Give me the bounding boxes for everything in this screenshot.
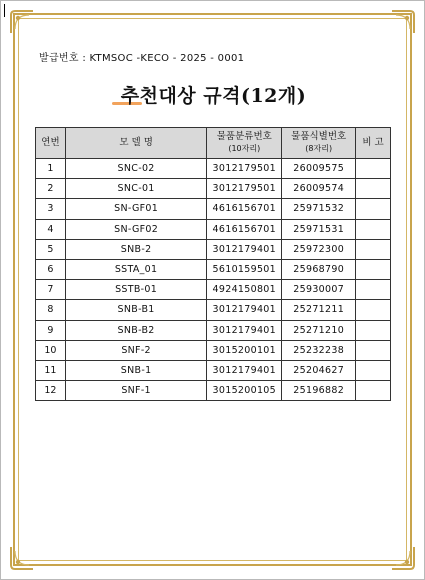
cell-identification: 25271211 [282, 300, 356, 320]
cell-model: SN-GF02 [65, 219, 206, 239]
cell-remarks [356, 179, 391, 199]
corner-ornament-icon [9, 545, 35, 571]
cell-no: 11 [36, 360, 66, 380]
cell-classification: 3015200105 [207, 381, 282, 401]
table-row [36, 320, 391, 340]
table-row [36, 239, 391, 259]
page-title: 추천대상 규격(12개) [120, 85, 307, 107]
cell-identification: 25204627 [282, 360, 356, 380]
cell-classification: 3012179401 [207, 320, 282, 340]
cell-remarks [356, 199, 391, 219]
cell-remarks [356, 219, 391, 239]
cell-no: 2 [36, 179, 66, 199]
header-classification-label: 물품분류번호 [216, 131, 272, 142]
cell-identification: 25971532 [282, 199, 356, 219]
text-cursor [4, 4, 5, 17]
cell-classification: 4616156701 [207, 199, 282, 219]
table-row [36, 300, 391, 320]
cell-model: SNB-B1 [65, 300, 206, 320]
cell-no: 3 [36, 199, 66, 219]
cell-remarks [356, 280, 391, 300]
table-row [36, 340, 391, 360]
cell-remarks [356, 381, 391, 401]
cell-remarks [356, 360, 391, 380]
cell-model: SSTB-01 [65, 280, 206, 300]
cell-no: 12 [36, 381, 66, 401]
cell-classification: 3012179401 [207, 239, 282, 259]
table-row [36, 259, 391, 279]
cell-remarks [356, 320, 391, 340]
header-identification [282, 128, 356, 159]
cell-model: SNB-1 [65, 360, 206, 380]
cell-model: SNB-B2 [65, 320, 206, 340]
cell-model: SN-GF01 [65, 199, 206, 219]
cell-identification: 25232238 [282, 340, 356, 360]
header-identification-label: 물품식별번호 [291, 131, 347, 142]
cell-identification: 25930007 [282, 280, 356, 300]
cell-no: 1 [36, 159, 66, 179]
cell-model: SNC-01 [65, 179, 206, 199]
cell-remarks [356, 239, 391, 259]
cell-identification: 25968790 [282, 259, 356, 279]
corner-ornament-icon [390, 545, 416, 571]
document-number: 발급번호 : KTMSOC -KECO - 2025 - 0001 [39, 53, 245, 64]
cell-remarks [356, 159, 391, 179]
cell-classification: 3012179501 [207, 179, 282, 199]
cell-model: SNF-1 [65, 381, 206, 401]
header-model: 모 델 명 [65, 128, 206, 159]
table-row [36, 360, 391, 380]
cell-no: 8 [36, 300, 66, 320]
cell-model: SNF-2 [65, 340, 206, 360]
cell-identification: 25196882 [282, 381, 356, 401]
cell-no: 9 [36, 320, 66, 340]
cell-classification: 4616156701 [207, 219, 282, 239]
corner-ornament-icon [390, 9, 416, 35]
cell-classification: 3012179501 [207, 159, 282, 179]
table-row [36, 219, 391, 239]
table-row [36, 159, 391, 179]
table-row [36, 179, 391, 199]
header-identification-sub: (8자리) [305, 144, 333, 153]
cell-remarks [356, 340, 391, 360]
cell-model: SSTA_01 [65, 259, 206, 279]
table-row [36, 381, 391, 401]
cell-classification: 3012179401 [207, 300, 282, 320]
cell-model: SNC-02 [65, 159, 206, 179]
cell-identification: 25271210 [282, 320, 356, 340]
cell-model: SNB-2 [65, 239, 206, 259]
cell-identification: 26009575 [282, 159, 356, 179]
cell-identification: 25971531 [282, 219, 356, 239]
cell-classification: 5610159501 [207, 259, 282, 279]
header-classification-sub: (10자리) [228, 144, 261, 153]
table-row [36, 199, 391, 219]
header-remarks: 비 고 [356, 128, 391, 159]
table-body [36, 159, 391, 401]
cell-identification: 25972300 [282, 239, 356, 259]
cell-no: 5 [36, 239, 66, 259]
cell-no: 6 [36, 259, 66, 279]
cell-remarks [356, 300, 391, 320]
table-header-row [36, 128, 391, 159]
cell-no: 4 [36, 219, 66, 239]
corner-ornament-icon [9, 9, 35, 35]
cell-identification: 26009574 [282, 179, 356, 199]
header-no: 연번 [36, 128, 66, 159]
cell-classification: 4924150801 [207, 280, 282, 300]
table-row [36, 280, 391, 300]
cell-no: 10 [36, 340, 66, 360]
spec-table [35, 127, 391, 401]
cell-classification: 3012179401 [207, 360, 282, 380]
cell-no: 7 [36, 280, 66, 300]
header-classification [207, 128, 282, 159]
cell-remarks [356, 259, 391, 279]
cell-classification: 3015200101 [207, 340, 282, 360]
